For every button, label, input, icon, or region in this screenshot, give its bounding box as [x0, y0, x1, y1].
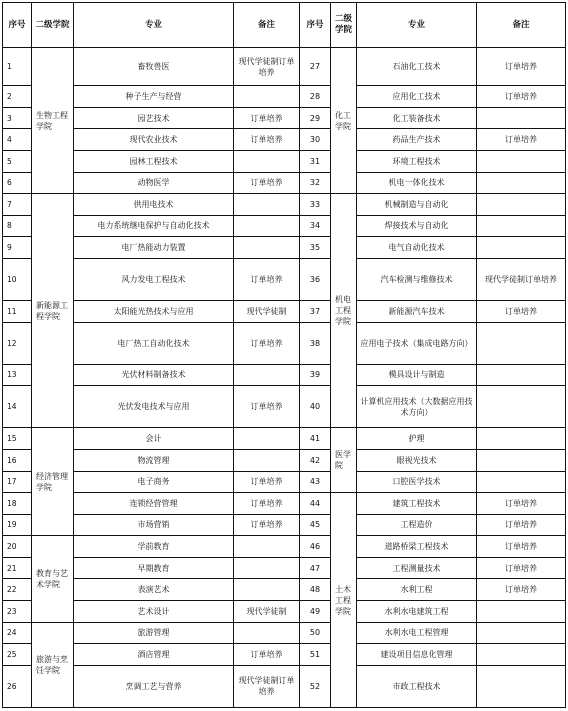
major-cell: 水利水电工程管理 [357, 622, 477, 644]
header-remark: 备注 [477, 3, 566, 48]
remark-cell [234, 86, 300, 108]
seq-cell: 24 [3, 622, 32, 644]
remark-cell [234, 364, 300, 386]
seq-cell: 11 [3, 300, 32, 322]
major-cell: 现代农业技术 [74, 129, 234, 151]
remark-cell: 现代学徒制 [234, 300, 300, 322]
remark-cell: 订单培养 [234, 322, 300, 364]
seq-cell: 8 [3, 215, 32, 237]
seq-cell: 50 [300, 622, 331, 644]
college-cell: 旅游与烹饪学院 [32, 622, 74, 707]
remark-cell: 订单培养 [234, 644, 300, 666]
table-row [3, 258, 566, 300]
seq-cell: 17 [3, 471, 32, 493]
remark-cell [234, 150, 300, 172]
remark-cell: 现代学徒制订单培养 [477, 258, 566, 300]
major-cell: 园艺技术 [74, 107, 234, 129]
seq-cell: 38 [300, 322, 331, 364]
remark-cell [477, 150, 566, 172]
remark-cell: 现代学徒制订单培养 [234, 665, 300, 707]
remark-cell [477, 622, 566, 644]
major-cell: 焊接技术与自动化 [357, 215, 477, 237]
college-cell: 新能源工程学院 [32, 194, 74, 428]
table-row [3, 364, 566, 386]
seq-cell: 49 [300, 601, 331, 623]
major-cell: 口腔医学技术 [357, 471, 477, 493]
seq-cell: 43 [300, 471, 331, 493]
table-row [3, 386, 566, 428]
header-college: 二级学院 [331, 3, 357, 48]
remark-cell: 订单培养 [477, 48, 566, 86]
remark-cell: 订单培养 [477, 129, 566, 151]
remark-cell: 现代学徒制 [234, 601, 300, 623]
major-cell: 光伏发电技术与应用 [74, 386, 234, 428]
table-row [3, 322, 566, 364]
header-college: 二级学院 [32, 3, 74, 48]
seq-cell: 42 [300, 449, 331, 471]
major-cell: 机电一体化技术 [357, 172, 477, 194]
seq-cell: 25 [3, 644, 32, 666]
table-row [3, 86, 566, 108]
remark-cell [234, 194, 300, 216]
remark-cell: 订单培养 [477, 300, 566, 322]
major-cell: 电厂热能动力装置 [74, 237, 234, 259]
seq-cell: 51 [300, 644, 331, 666]
seq-cell: 23 [3, 601, 32, 623]
remark-cell [477, 449, 566, 471]
major-cell: 电气自动化技术 [357, 237, 477, 259]
seq-cell: 39 [300, 364, 331, 386]
major-cell: 应用化工技术 [357, 86, 477, 108]
remark-cell [234, 579, 300, 601]
remark-cell: 订单培养 [477, 536, 566, 558]
major-cell: 建筑工程技术 [357, 493, 477, 515]
major-cell: 市场营销 [74, 514, 234, 536]
major-cell: 连锁经营管理 [74, 493, 234, 515]
major-cell: 眼视光技术 [357, 449, 477, 471]
header-major: 专业 [74, 3, 234, 48]
remark-cell: 订单培养 [234, 172, 300, 194]
remark-cell [234, 449, 300, 471]
table-row [3, 622, 566, 644]
major-cell: 电子商务 [74, 471, 234, 493]
remark-cell: 订单培养 [234, 258, 300, 300]
major-cell: 水利水电建筑工程 [357, 601, 477, 623]
remark-cell: 订单培养 [234, 514, 300, 536]
remark-cell [477, 364, 566, 386]
seq-cell: 2 [3, 86, 32, 108]
remark-cell [477, 322, 566, 364]
table-row [3, 237, 566, 259]
college-cell: 经济管理学院 [32, 428, 74, 536]
major-cell: 会计 [74, 428, 234, 450]
seq-cell: 18 [3, 493, 32, 515]
major-cell: 水利工程 [357, 579, 477, 601]
major-cell: 学前教育 [74, 536, 234, 558]
remark-cell [477, 644, 566, 666]
seq-cell: 48 [300, 579, 331, 601]
major-cell: 光伏材料制备技术 [74, 364, 234, 386]
major-cell: 园林工程技术 [74, 150, 234, 172]
major-cell: 道路桥梁工程技术 [357, 536, 477, 558]
seq-cell: 6 [3, 172, 32, 194]
table-row [3, 129, 566, 151]
major-cell: 药品生产技术 [357, 129, 477, 151]
seq-cell: 7 [3, 194, 32, 216]
seq-cell: 40 [300, 386, 331, 428]
remark-cell: 订单培养 [477, 493, 566, 515]
remark-cell [234, 536, 300, 558]
college-cell: 生物工程学院 [32, 48, 74, 194]
seq-cell: 3 [3, 107, 32, 129]
major-cell: 化工装备技术 [357, 107, 477, 129]
major-cell: 模具设计与制造 [357, 364, 477, 386]
major-cell: 机械制造与自动化 [357, 194, 477, 216]
seq-cell: 26 [3, 665, 32, 707]
major-cell: 护理 [357, 428, 477, 450]
remark-cell: 订单培养 [234, 493, 300, 515]
major-cell: 太阳能光热技术与应用 [74, 300, 234, 322]
seq-cell: 4 [3, 129, 32, 151]
major-cell: 环境工程技术 [357, 150, 477, 172]
college-cell: 机电工程学院 [331, 194, 357, 428]
remark-cell [234, 215, 300, 237]
seq-cell: 21 [3, 557, 32, 579]
seq-cell: 27 [300, 48, 331, 86]
seq-cell: 13 [3, 364, 32, 386]
major-cell: 烹调工艺与营养 [74, 665, 234, 707]
seq-cell: 29 [300, 107, 331, 129]
remark-cell [477, 428, 566, 450]
seq-cell: 16 [3, 449, 32, 471]
seq-cell: 31 [300, 150, 331, 172]
remark-cell: 订单培养 [477, 514, 566, 536]
remark-cell [477, 665, 566, 707]
seq-cell: 33 [300, 194, 331, 216]
major-cell: 早期教育 [74, 557, 234, 579]
major-cell: 建设项目信息化管理 [357, 644, 477, 666]
remark-cell: 订单培养 [477, 557, 566, 579]
seq-cell: 32 [300, 172, 331, 194]
major-cell: 石油化工技术 [357, 48, 477, 86]
seq-cell: 35 [300, 237, 331, 259]
header-seq: 序号 [300, 3, 331, 48]
table-row [3, 536, 566, 558]
seq-cell: 44 [300, 493, 331, 515]
seq-cell: 15 [3, 428, 32, 450]
table-row [3, 428, 566, 450]
college-cell: 化工学院 [331, 48, 357, 194]
table-row [3, 579, 566, 601]
seq-cell: 5 [3, 150, 32, 172]
major-cell: 表演艺术 [74, 579, 234, 601]
remark-cell: 订单培养 [234, 471, 300, 493]
remark-cell [234, 428, 300, 450]
remark-cell [477, 107, 566, 129]
college-cell: 教育与艺术学院 [32, 536, 74, 622]
major-cell: 新能源汽车技术 [357, 300, 477, 322]
remark-cell [477, 215, 566, 237]
seq-cell: 46 [300, 536, 331, 558]
major-cell: 物流管理 [74, 449, 234, 471]
major-cell: 酒店管理 [74, 644, 234, 666]
table-row [3, 215, 566, 237]
seq-cell: 12 [3, 322, 32, 364]
table-row [3, 194, 566, 216]
college-cell: 土木工程学院 [331, 493, 357, 708]
table-row [3, 514, 566, 536]
remark-cell [477, 386, 566, 428]
remark-cell: 现代学徒制订单培养 [234, 48, 300, 86]
seq-cell: 19 [3, 514, 32, 536]
major-cell: 风力发电工程技术 [74, 258, 234, 300]
major-cell: 艺术设计 [74, 601, 234, 623]
seq-cell: 30 [300, 129, 331, 151]
major-cell: 应用电子技术（集成电路方向） [357, 322, 477, 364]
remark-cell: 订单培养 [477, 579, 566, 601]
seq-cell: 20 [3, 536, 32, 558]
seq-cell: 1 [3, 48, 32, 86]
college-cell: 医学院 [331, 428, 357, 493]
table-row [3, 48, 566, 86]
table-row [3, 601, 566, 623]
major-cell: 旅游管理 [74, 622, 234, 644]
table-row [3, 300, 566, 322]
seq-cell: 14 [3, 386, 32, 428]
seq-cell: 45 [300, 514, 331, 536]
major-cell: 种子生产与经营 [74, 86, 234, 108]
remark-cell: 订单培养 [477, 86, 566, 108]
remark-cell [477, 194, 566, 216]
header-row [3, 3, 566, 48]
table-row [3, 107, 566, 129]
remark-cell [234, 557, 300, 579]
majors-table [2, 2, 566, 708]
major-cell: 计算机应用技术（大数据应用技术方向） [357, 386, 477, 428]
remark-cell [234, 237, 300, 259]
remark-cell: 订单培养 [234, 129, 300, 151]
major-cell: 电厂热工自动化技术 [74, 322, 234, 364]
remark-cell [234, 622, 300, 644]
seq-cell: 22 [3, 579, 32, 601]
seq-cell: 47 [300, 557, 331, 579]
major-cell: 动物医学 [74, 172, 234, 194]
major-cell: 畜牧兽医 [74, 48, 234, 86]
major-cell: 工程造价 [357, 514, 477, 536]
seq-cell: 28 [300, 86, 331, 108]
remark-cell [477, 471, 566, 493]
header-major: 专业 [357, 3, 477, 48]
header-seq: 序号 [3, 3, 32, 48]
remark-cell: 订单培养 [234, 386, 300, 428]
table-row [3, 665, 566, 707]
table-row [3, 449, 566, 471]
seq-cell: 34 [300, 215, 331, 237]
seq-cell: 10 [3, 258, 32, 300]
table-row [3, 172, 566, 194]
table-row [3, 493, 566, 515]
seq-cell: 41 [300, 428, 331, 450]
remark-cell [477, 237, 566, 259]
major-cell: 市政工程技术 [357, 665, 477, 707]
seq-cell: 9 [3, 237, 32, 259]
major-cell: 工程测量技术 [357, 557, 477, 579]
table-row [3, 150, 566, 172]
table-row [3, 471, 566, 493]
major-cell: 供用电技术 [74, 194, 234, 216]
seq-cell: 37 [300, 300, 331, 322]
table-row [3, 644, 566, 666]
seq-cell: 52 [300, 665, 331, 707]
major-cell: 电力系统继电保护与自动化技术 [74, 215, 234, 237]
header-remark: 备注 [234, 3, 300, 48]
remark-cell [477, 172, 566, 194]
remark-cell [477, 601, 566, 623]
major-cell: 汽车检测与维修技术 [357, 258, 477, 300]
seq-cell: 36 [300, 258, 331, 300]
remark-cell: 订单培养 [234, 107, 300, 129]
table-row [3, 557, 566, 579]
